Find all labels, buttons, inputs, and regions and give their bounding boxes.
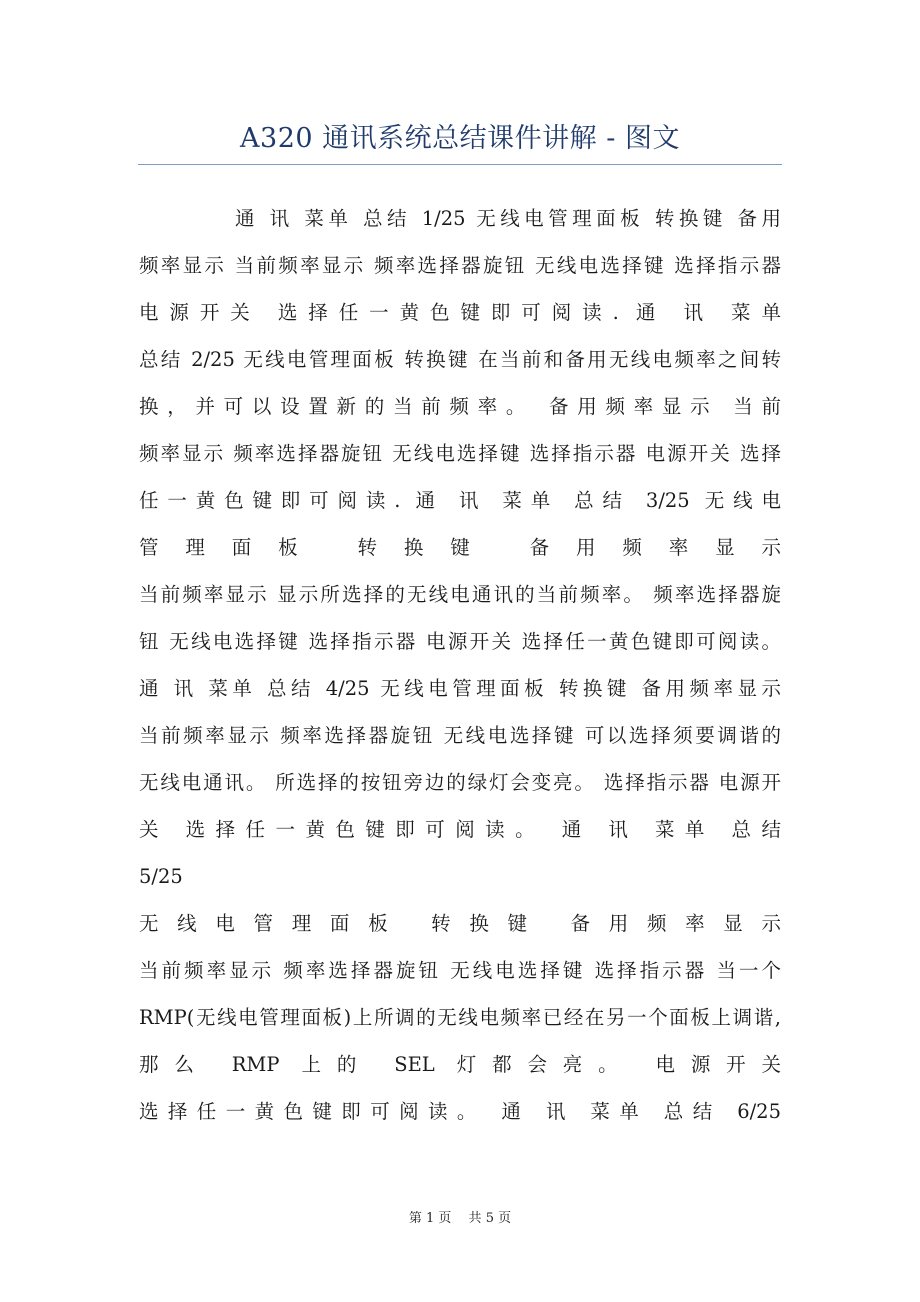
body-line: 当前频率显示 频率选择器旋钮 无线电选择键 选择指示器 当一个	[139, 959, 781, 982]
body-line: 关 选择任一黄色键即可阅读。 通 讯 菜单 总结	[139, 818, 781, 841]
body-line: 总结 2/25 无线电管理面板 转换键 在当前和备用无线电频率之间转	[139, 348, 781, 371]
body-line: 任一黄色键即可阅读. 通 讯 菜单 总结 3/25 无线电	[139, 489, 781, 512]
body-line: 电源开关 选择任一黄色键即可阅读. 通 讯 菜单	[139, 301, 781, 324]
body-line: 5/25	[139, 865, 183, 888]
title-underline	[138, 164, 782, 165]
document-body	[139, 195, 781, 1135]
body-line: 换，并可以设置新的当前频率。 备用频率显示 当前	[139, 395, 781, 418]
page-footer: 第 1 页 共 5 页	[408, 1211, 512, 1226]
body-line: 那么 RMP 上的 SEL 灯都会亮。 电源开关	[139, 1053, 781, 1076]
body-line: 当前频率显示 显示所选择的无线电通讯的当前频率。 频率选择器旋	[139, 583, 781, 606]
body-line: 管理面板 转换键 备用频率显示	[139, 536, 781, 559]
body-line: 选择任一黄色键即可阅读。 通 讯 菜单 总结 6/25	[139, 1100, 781, 1123]
body-line: 无线电管理面板 转换键 备用频率显示	[139, 912, 781, 935]
body-line: 通 讯 菜单 总结 4/25 无线电管理面板 转换键 备用频率显示	[139, 677, 781, 700]
body-line: 通 讯 菜单 总结 1/25 无线电管理面板 转换键 备用	[235, 207, 781, 230]
body-line: RMP(无线电管理面板)上所调的无线电频率已经在另一个面板上调谐,	[139, 1006, 781, 1029]
body-line: 无线电通讯。 所选择的按钮旁边的绿灯会变亮。 选择指示器 电源开	[139, 771, 781, 794]
body-line: 频率显示 当前频率显示 频率选择器旋钮 无线电选择键 选择指示器	[139, 254, 781, 277]
document-title: A320 通讯系统总结课件讲解 - 图文	[240, 123, 680, 154]
body-line: 频率显示 频率选择器旋钮 无线电选择键 选择指示器 电源开关 选择	[139, 442, 781, 465]
body-line: 当前频率显示 频率选择器旋钮 无线电选择键 可以选择须要调谐的	[139, 724, 781, 747]
body-line: 钮 无线电选择键 选择指示器 电源开关 选择任一黄色键即可阅读。	[139, 630, 781, 653]
